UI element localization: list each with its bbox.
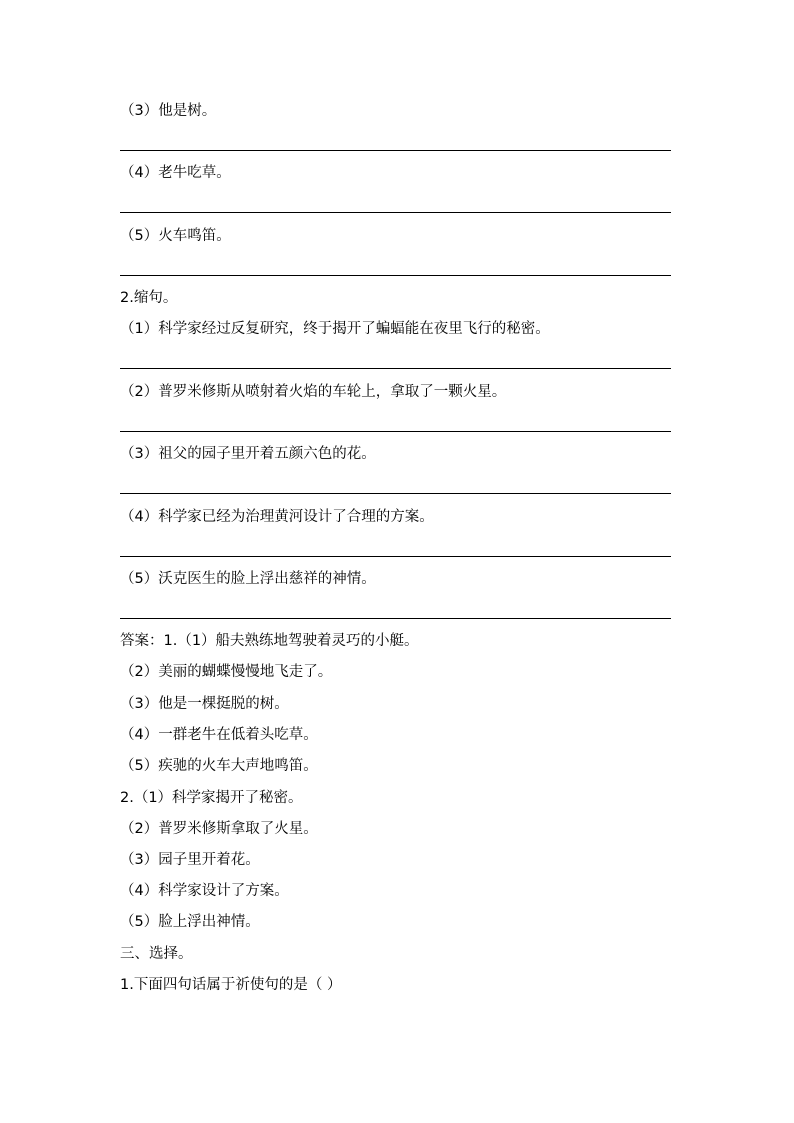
answer-line bbox=[120, 493, 671, 494]
exercise-2-item-3: （3）祖父的园子里开着五颜六色的花。 bbox=[120, 446, 376, 462]
answer-line bbox=[120, 275, 671, 276]
answer-line bbox=[120, 368, 671, 369]
exercise-2-heading: 2.缩句。 bbox=[120, 290, 178, 306]
answer-line-text: （2）美丽的蝴蝶慢慢地飞走了。 bbox=[120, 664, 333, 680]
answer-line bbox=[120, 212, 671, 213]
section-3-question-1: 1.下面四句话属于祈使句的是（ ） bbox=[120, 977, 342, 993]
answer-line-text: （3）他是一棵挺脱的树。 bbox=[120, 696, 289, 712]
exercise-1-item-4: （4）老牛吃草。 bbox=[120, 165, 231, 181]
exercise-1-item-3: （3）他是树。 bbox=[120, 103, 217, 119]
exercise-1-item-5: （5）火车鸣笛。 bbox=[120, 228, 231, 244]
answer-line-text: 答案：1.（1）船夫熟练地驾驶着灵巧的小艇。 bbox=[120, 633, 419, 649]
exercise-2-item-5: （5）沃克医生的脸上浮出慈祥的神情。 bbox=[120, 571, 376, 587]
exercise-2-item-4: （4）科学家已经为治理黄河设计了合理的方案。 bbox=[120, 509, 434, 525]
answer-line bbox=[120, 618, 671, 619]
answer-line bbox=[120, 150, 671, 151]
answer-line-text: （3）园子里开着花。 bbox=[120, 852, 260, 868]
section-3-heading: 三、选择。 bbox=[120, 946, 193, 962]
answer-line-text: 2.（1）科学家揭开了秘密。 bbox=[120, 790, 303, 806]
answer-line-text: （2）普罗米修斯拿取了火星。 bbox=[120, 821, 318, 837]
exercise-2-item-2: （2）普罗米修斯从喷射着火焰的车轮上，拿取了一颗火星。 bbox=[120, 384, 507, 400]
answer-line bbox=[120, 431, 671, 432]
answer-line-text: （5）脸上浮出神情。 bbox=[120, 914, 260, 930]
answer-line-text: （4）一群老牛在低着头吃草。 bbox=[120, 727, 318, 743]
answer-line-text: （4）科学家设计了方案。 bbox=[120, 883, 289, 899]
answer-line bbox=[120, 556, 671, 557]
answer-line-text: （5）疾驰的火车大声地鸣笛。 bbox=[120, 758, 318, 774]
exercise-2-item-1: （1）科学家经过反复研究，终于揭开了蝙蝠能在夜里飞行的秘密。 bbox=[120, 321, 550, 337]
